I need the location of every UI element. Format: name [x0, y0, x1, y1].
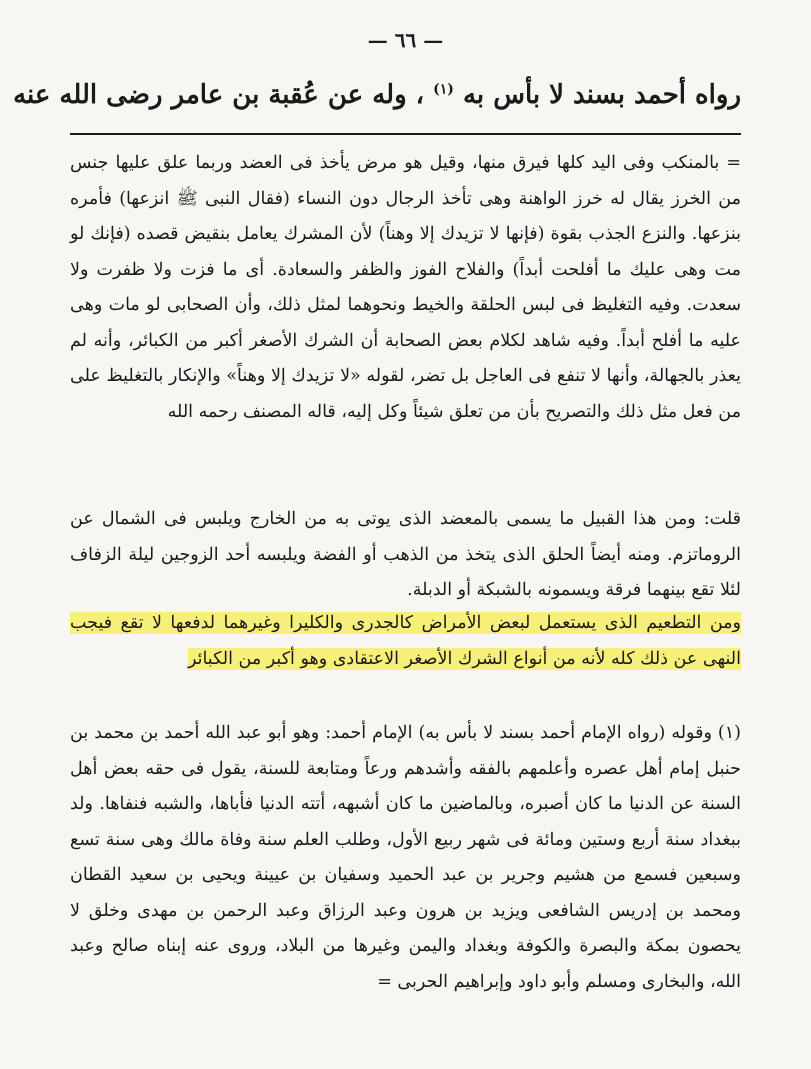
header-divider: [70, 133, 741, 135]
book-page: [13, 0, 741, 1069]
hadith-header: [13, 80, 741, 110]
commentary-paragraph: = بالمنكب وفى اليد كلها فيرق منها، وقيل هو مرض يأخذ فى العضد وربما علق عليها جنس من الخرز يقال له خرز الواهنة وهى تأخذ الرجال دون النساء (فقال النبى ﷺ انزعها) فأمره بنزعها. والنزع الجذب بقوة (فإنها لا تزيدك إلا وهناً) لأن المشرك يعامل بنقيض قصده (فإنك لو مت وهى عليك ما أفلحت أبداً) والفلاح الفوز والظفر والسعادة. أى ما فزت ولا ظفرت ولا سعدت. وفيه التغليظ فى لبس الحلقة والخيط ونحوهما لمثل ذلك، وأن الصحابى لو مات وهى عليه ما أفلح أبداً. وفيه شاهد لكلام بعض الصحابة أن الشرك الأصغر أكبر من الكبائر، وأنه لم يعذر بالجهالة، وأنها لا تنفع فى العاجل بل تضر، لقوله «لا تزيدك إلا وهناً» والإنكار بالتغليظ على من فعل مثل ذلك والتصريح بأن من تعلق شيئاً وكل إليه، قاله المصنف رحمه الله: [70, 153, 741, 422]
header-text-after: ، وله عن عُقبة بن عامر رضى الله عنه: [13, 80, 425, 110]
footnote-paragraph: (١) وقوله (رواه الإمام أحمد بسند لا بأس به) الإمام أحمد: وهو أبو عبد الله أحمد بن محمد بن حنبل إمام أهل عصره وأعلمهم بالفقه وأشدهم ورعاً ومتابعة للسنة، يقول فى حقه بعض أهل السنة عن الدنيا ما كان أصبره، وبالماضين ما كان أشبهه، أتته الدنيا فأباها، والشبه فنفاها. ولد ببغداد سنة أربع وستين ومائة فى شهر ربيع الأول، وطلب العلم سنة وفاة مالك وهى سنة تسع وسبعين فسمع من هشيم وجرير بن عبد الحميد وسفيان بن عيينة ويحيى بن سعيد القطان ومحمد بن إدريس الشافعى ويزيد بن هرون وعبد الرزاق وعبد الرحمن بن مهدى وخلق لا يحصون بمكة والبصرة والكوفة وبغداد واليمن وغيرها من البلاد، وروى عنه إبناه صالح وعبد الله، والبخارى ومسلم وأبو داود وإبراهيم الحربى =: [70, 723, 741, 992]
header-text-before: رواه أحمد بسند لا بأس به: [462, 80, 741, 110]
page-number: — ٦٦ —: [367, 28, 444, 52]
qultu-paragraph: قلت: ومن هذا القبيل ما يسمى بالمعضد الذى يوتى به من الخارج ويلبس فى الشمال عن الروماتزم. ومنه أيضاً الحلق الذى يتخذ من الذهب أو الفضة ويلبسه أحد الزوجين ليلة الزفاف لئلا تقع بينهما فرقة ويسمونه بالشبكة أو الدبلة.: [70, 509, 741, 600]
footnote-reference[interactable]: (١): [433, 81, 454, 98]
highlighted-paragraph: [70, 606, 741, 677]
highlighted-text[interactable]: ومن التطعيم الذى يستعمل لبعض الأمراض كالجدرى والكليرا وغيرهما لدفعها لا تقع فيجب النهى عن ذلك كله لأنه من أنواع الشرك الأصغر الاعتقادى وهو أكبر من الكبائر: [70, 613, 741, 669]
